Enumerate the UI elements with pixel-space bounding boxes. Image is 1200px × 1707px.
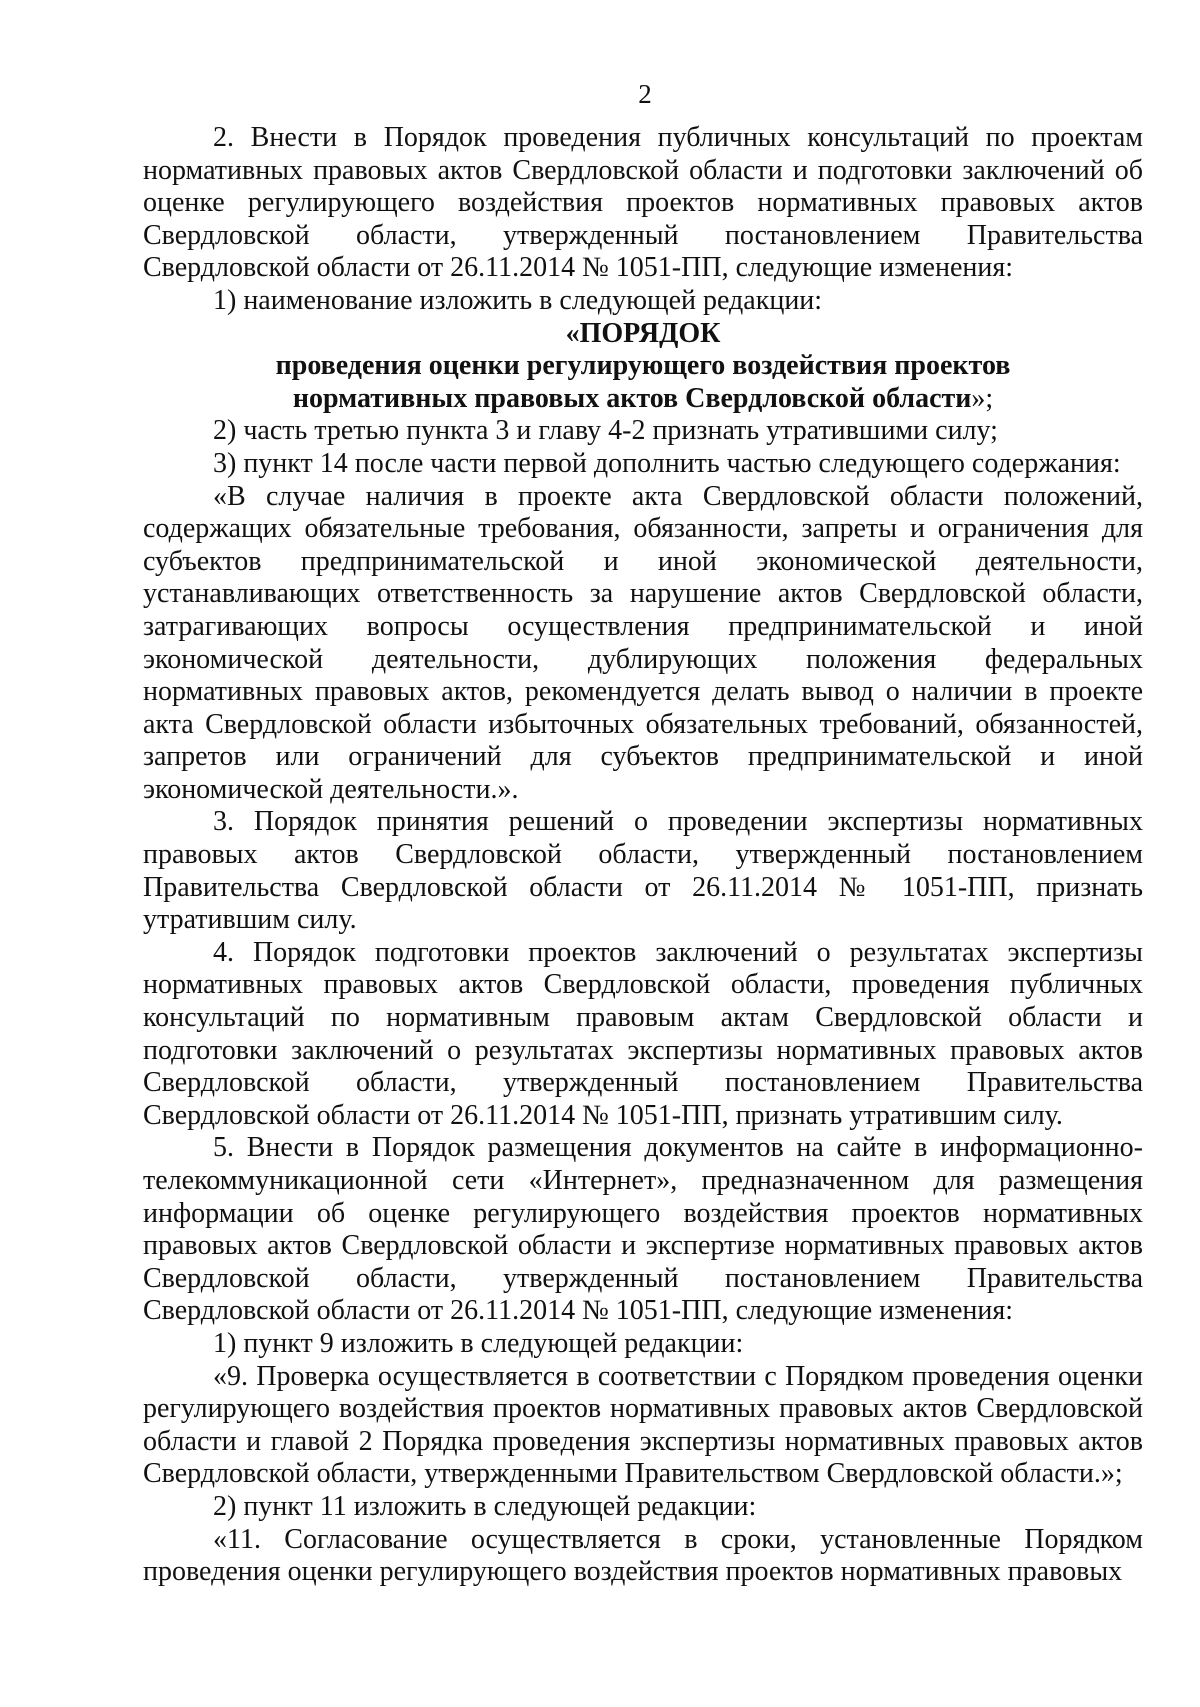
paragraph-amend-consultations: 2. Внести в Порядок проведения публичных консультаций по проектам нормативных правовых актов Свердловской области и подготовки заключений об оценке регулирующего воздействия проектов нормативных правовых актов Свердловской области, утвержденный постановлением Правительства Свердловской области от 26.11.2014 № 1051-ПП, следующие изменения: <box>143 122 1143 284</box>
close-quote: »; <box>971 382 994 414</box>
paragraph-3-repeal-order: 3. Порядок принятия решений о проведении экспертизы нормативных правовых актов Свердловской области, утвержденный постановлением Правительства Свердловской области от 26.11.2014 № 1051-ПП, признать утратившим силу. <box>143 806 1143 936</box>
title-word: ПОРЯДОК <box>579 317 721 349</box>
paragraph-point-9: 1) пункт 9 изложить в следующей редакции: <box>213 1327 744 1359</box>
open-quote: « <box>565 317 580 349</box>
page-number: 2 <box>638 79 652 109</box>
paragraph-point-9-text: «9. Проверка осуществляется в соответствии с Порядком проведения оценки регулирующего воздействия проектов нормативных правовых актов Свердловской области и главой 2 Порядка проведения экспертизы нормативных правовых актов Свердловской области, утвержденными Правительством Свердловской области.»; <box>143 1360 1143 1490</box>
title-text: нормативных правовых актов Свердловской области <box>292 382 972 414</box>
paragraph-title-change: 1) наименование изложить в следующей редакции: <box>213 284 823 316</box>
new-title-line-3 <box>143 383 1143 416</box>
new-title-line-2 <box>143 350 1143 383</box>
new-title-line-1 <box>143 318 1143 351</box>
paragraph-point-11: 2) пункт 11 изложить в следующей редакции: <box>213 1490 757 1522</box>
document-body <box>143 122 1143 1589</box>
paragraph-quoted-addition: «В случае наличия в проекте акта Свердловской области положений, содержащих обязательные требования, обязанности, запреты и ограничения для субъектов предпринимательской и иной экономической деятельности, устанавливающих ответственность за нарушение актов Свердловской области, затрагивающих вопросы осуществления предпринимательской и иной экономической деятельности, дублирующих положения федеральных нормативных правовых актов, рекомендуется делать вывод о наличии в проекте акта Свердловской области избыточных обязательных требований, обязанностей, запретов или ограничений для субъектов предпринимательской и иной экономической деятельности.». <box>143 480 1143 805</box>
paragraph-add-part: 3) пункт 14 после части первой дополнить частью следующего содержания: <box>213 447 1121 479</box>
title-text: проведения оценки регулирующего воздействия проектов <box>275 350 1011 382</box>
paragraph-4-repeal-order: 4. Порядок подготовки проектов заключений о результатах экспертизы нормативных правовых актов Свердловской области, проведения публичных консультаций по нормативным правовым актам Свердловской области и подготовки заключений о результатах экспертизы нормативных правовых актов Свердловской области, утвержденный постановлением Правительства Свердловской области от 26.11.2014 № 1051-ПП, признать утратившим силу. <box>143 936 1143 1131</box>
paragraph-point-11-text: «11. Согласование осуществляется в сроки, установленные Порядком проведения оценки регулирующего воздействия проектов нормативных правовых <box>143 1523 1143 1588</box>
paragraph-5-amend-placement: 5. Внести в Порядок размещения документов на сайте в информационно-телекоммуникационной сети «Интернет», предназначенном для размещения информации об оценке регулирующего воздействия проектов нормативных правовых актов Свердловской области и экспертизе нормативных правовых актов Свердловской области, утвержденный постановлением Правительства Свердловской области от 26.11.2014 № 1051-ПП, следующие изменения: <box>143 1132 1143 1327</box>
paragraph-repeal-part: 2) часть третью пункта 3 и главу 4-2 признать утратившими силу; <box>213 415 998 447</box>
